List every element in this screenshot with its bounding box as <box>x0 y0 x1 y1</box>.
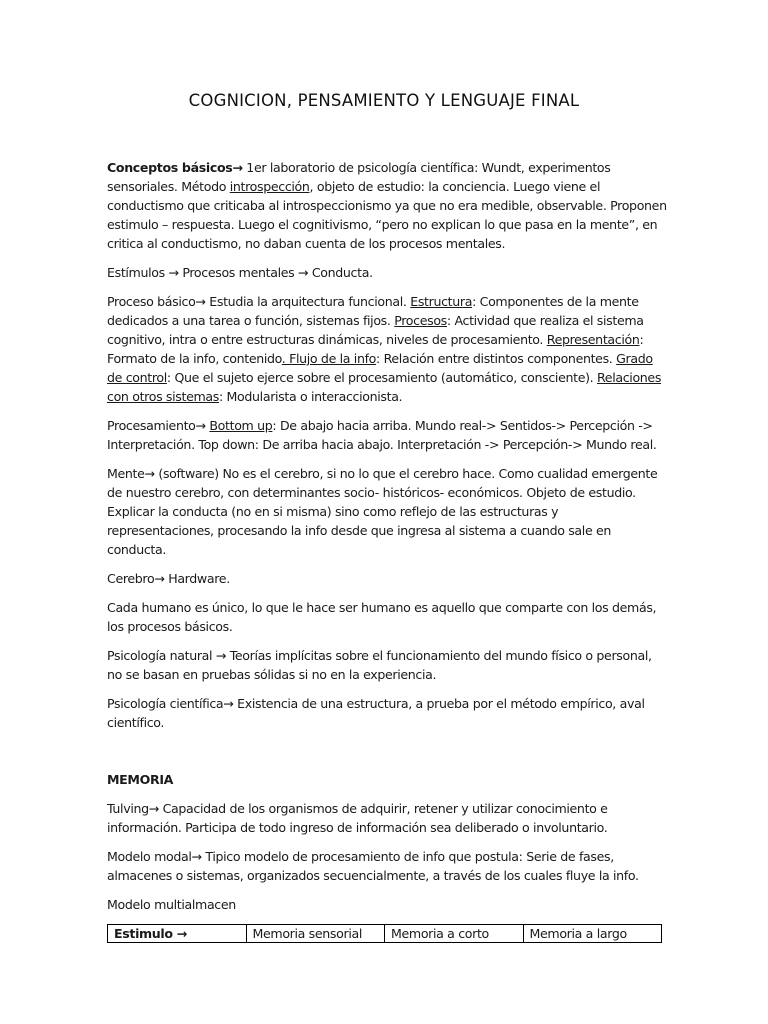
table-row <box>108 925 662 943</box>
text-segment: Procesamiento→ <box>107 418 210 433</box>
paragraph-tulving: Tulving→ Capacidad de los organismos de adquirir, retener y utilizar conocimiento e información. Participa de todo ingreso de información sea deliberado o involuntario. <box>107 801 608 835</box>
paragraph-cada-humano: Cada humano es único, lo que le hace ser humano es aquello que comparte con los demás, los procesos básicos. <box>107 600 657 634</box>
term-conceptos-basicos: Conceptos básicos <box>107 160 233 175</box>
table-cell-estimulo: Estimulo → <box>108 925 247 943</box>
underlined-term: Representación <box>546 332 640 347</box>
text-segment: 1er laboratorio de psicología científica: Wundt, experimentos sensoriales. Método <box>107 160 611 194</box>
table-cell-memoria-sensorial: Memoria sensorial <box>246 925 385 943</box>
paragraph-psicologia-cientifica: Psicología científica→ Existencia de una estructura, a prueba por el método empírico, aval científico. <box>107 696 645 730</box>
paragraph-modelo-modal: Modelo modal→ Tipico modelo de procesamiento de info que postula: Serie de fases, almacenes o sistemas, organizados secuencialmente, a través de los cuales fluye la info. <box>107 849 639 883</box>
underlined-term: Grado de control <box>107 351 653 385</box>
text-segment: : Relación entre distintos componentes. <box>376 351 617 366</box>
table-cell-memoria-largo: Memoria a largo <box>523 925 662 943</box>
underlined-term: Estructura <box>410 294 473 309</box>
table-cell-memoria-corto: Memoria a corto <box>385 925 524 943</box>
document-title: COGNICION, PENSAMIENTO Y LENGUAJE FINAL <box>188 91 580 110</box>
text-segment: : De abajo hacia arriba. Mundo real-> Sentidos-> Percepción -> Interpretación. Top down: De arriba hacia abajo. Interpretación -> Percepción-> Mundo real. <box>107 418 657 452</box>
underlined-term: . Flujo de la info <box>281 351 377 366</box>
paragraph-mente: Mente→ (software) No es el cerebro, si no lo que el cerebro hace. Como cualidad emergente de nuestro cerebro, con determinantes socio- históricos- económicos. Objeto de estudio. Explicar la conducta (no en si misma) sino como reflejo de las estructuras y representaciones, procesando la info desde que ingresa al sistema a cuando sale en conducta. <box>107 466 658 557</box>
paragraph-psicologia-natural: Psicología natural → Teorías implícitas sobre el funcionamiento del mundo físico o personal, no se basan en pruebas sólidas si no en la experiencia. <box>107 648 652 682</box>
arrow-icon: → <box>232 160 243 175</box>
document-body <box>107 158 667 943</box>
text-segment: , objeto de estudio: la conciencia. Luego viene el conductismo que criticaba al introspeccionismo ya que no era medible, observable. Proponen estimulo – respuesta. Luego el cognitivismo, “pero no explican lo que pasa en la mente”, en critica al conductismo, no daban cuenta de los procesos mentales. <box>107 179 667 251</box>
paragraph-modelo-multialmacen: Modelo multialmacen <box>107 897 236 912</box>
text-segment: : Modularista o interaccionista. <box>218 389 403 404</box>
paragraph-proceso-basico <box>107 292 667 406</box>
paragraph-estimulos: Estímulos → Procesos mentales → Conducta. <box>107 265 373 280</box>
text-segment: Proceso básico→ Estudia la arquitectura funcional. <box>107 294 411 309</box>
underlined-term: Relaciones con otros sistemas <box>107 370 662 404</box>
text-segment: : Actividad que realiza el sistema cognitivo, intra o entre estructuras dinámicas, niveles de procesamiento. <box>107 313 644 347</box>
text-segment: : Componentes de la mente dedicados a una tarea o función, sistemas fijos. <box>107 294 639 328</box>
paragraph-conceptos <box>107 158 667 253</box>
section-heading-memoria: MEMORIA <box>107 772 174 787</box>
text-segment: : Que el sujeto ejerce sobre el procesamiento (automático, consciente). <box>166 370 597 385</box>
underlined-term: Procesos <box>394 313 447 328</box>
text-segment: : Formato de la info, contenido <box>107 332 644 366</box>
memory-model-table <box>107 924 662 943</box>
underlined-term: Bottom up <box>209 418 273 433</box>
paragraph-procesamiento <box>107 416 667 454</box>
underlined-term: introspección <box>229 179 310 194</box>
paragraph-cerebro: Cerebro→ Hardware. <box>107 571 230 586</box>
